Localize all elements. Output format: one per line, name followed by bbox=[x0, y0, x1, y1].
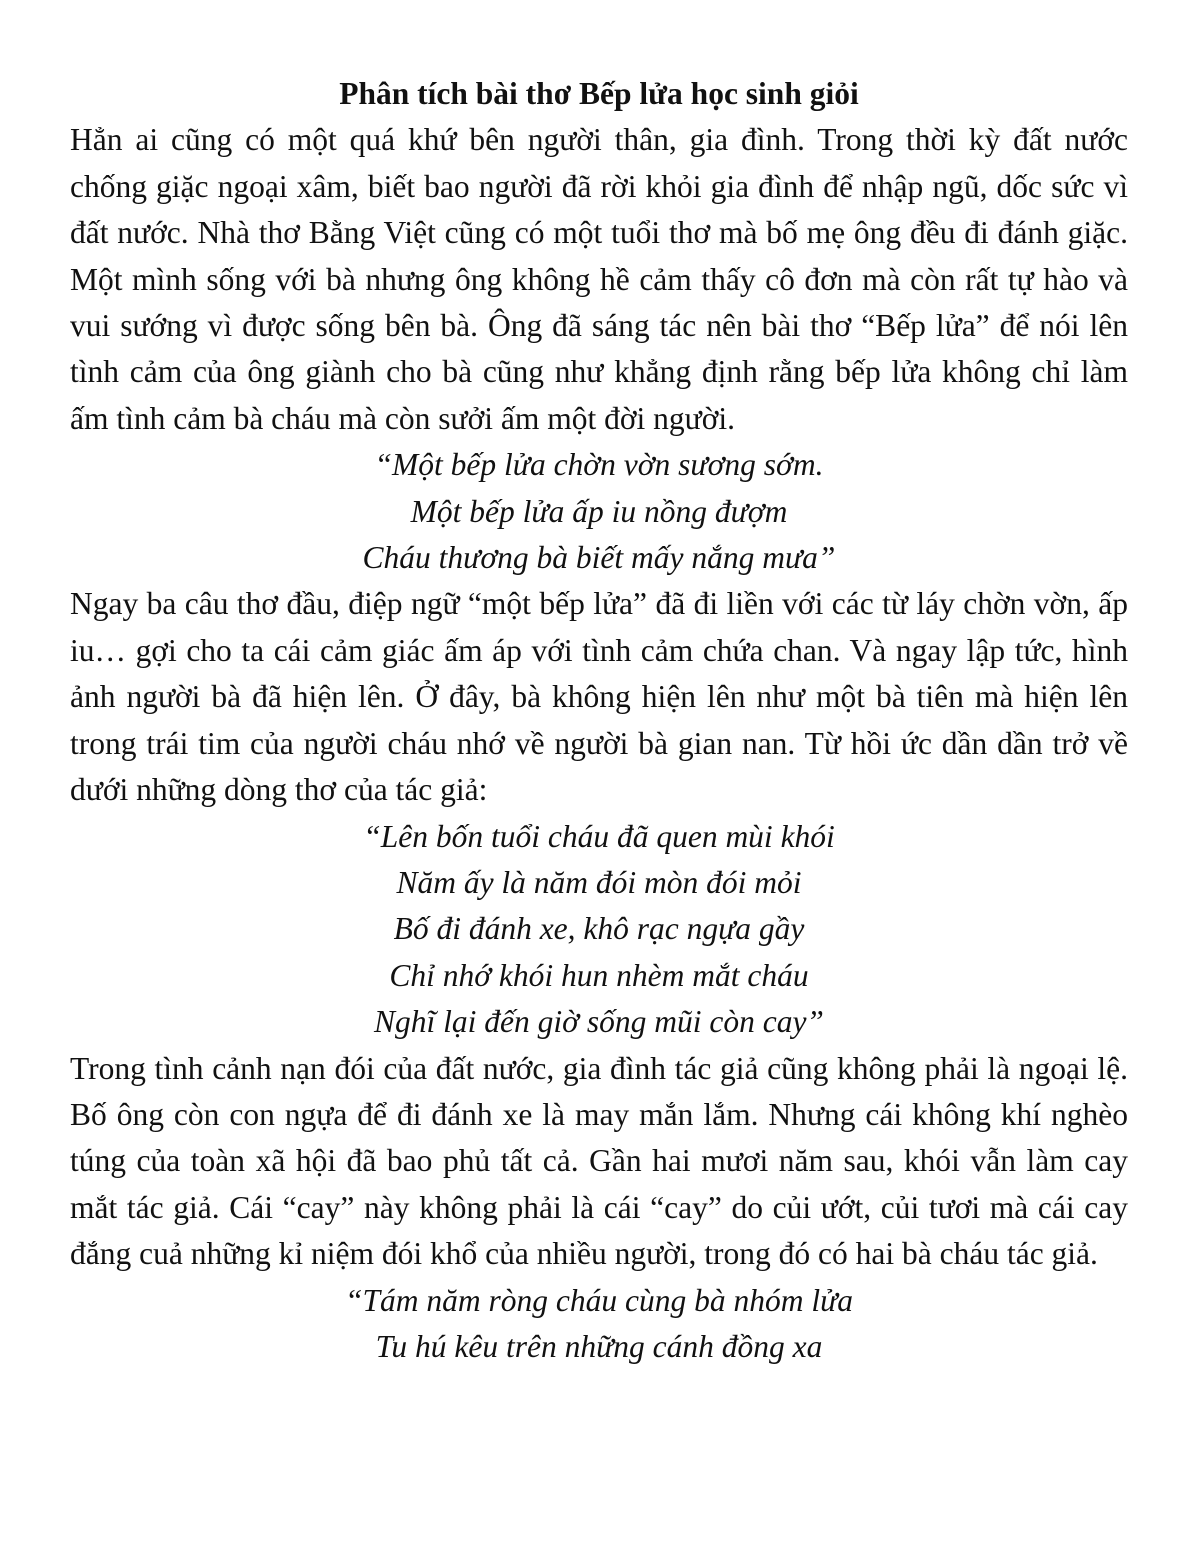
poem-excerpt-3 bbox=[70, 1278, 1128, 1371]
analysis-paragraph-1: Ngay ba câu thơ đầu, điệp ngữ “một bếp lửa” đã đi liền với các từ láy chờn vờn, ấp iu… gợi cho ta cái cảm giác ấm áp với tình cảm chứa chan. Và ngay lập tức, hình ảnh người bà đã hiện lên. Ở đây, bà không hiện lên như một bà tiên mà hiện lên trong trái tim của người cháu nhớ về người bà gian nan. Từ hồi ức dần dần trở về dưới những dòng thơ của tác giả: bbox=[70, 586, 1128, 808]
poem-excerpt-1 bbox=[70, 442, 1128, 581]
poem-line: Cháu thương bà biết mấy nắng mưa” bbox=[362, 540, 836, 576]
poem-line: Một bếp lửa ấp iu nồng đượm bbox=[410, 493, 788, 529]
document-page bbox=[70, 71, 1128, 1370]
intro-paragraph: Hẳn ai cũng có một quá khứ bên người thân, gia đình. Trong thời kỳ đất nước chống giặc ngoại xâm, biết bao người đã rời khỏi gia đình để nhập ngũ, dốc sức vì đất nước. Nhà thơ Bằng Việt cũng có một tuổi thơ mà bố mẹ ông đều đi đánh giặc. Một mình sống với bà nhưng ông không hề cảm thấy cô đơn mà còn rất tự hào và vui sướng vì được sống bên bà. Ông đã sáng tác nên bài thơ “Bếp lửa” để nói lên tình cảm của ông giành cho bà cũng như khẳng định rằng bếp lửa không chỉ làm ấm tình cảm bà cháu mà còn sưởi ấm một đời người. bbox=[70, 122, 1128, 436]
poem-line: Chỉ nhớ khói hun nhèm mắt cháu bbox=[389, 957, 809, 993]
poem-excerpt-2 bbox=[70, 814, 1128, 1046]
poem-line: Nghĩ lại đến giờ sống mũi còn cay” bbox=[374, 1004, 824, 1040]
poem-line: “Tám năm ròng cháu cùng bà nhóm lửa bbox=[344, 1282, 854, 1318]
poem-line: Bố đi đánh xe, khô rạc ngựa gầy bbox=[393, 911, 805, 947]
poem-line: Năm ấy là năm đói mòn đói mỏi bbox=[396, 864, 802, 900]
poem-line: Tu hú kêu trên những cánh đồng xa bbox=[375, 1328, 823, 1364]
poem-line: “Một bếp lửa chờn vờn sương sớm. bbox=[374, 447, 824, 483]
document-title: Phân tích bài thơ Bếp lửa học sinh giỏi bbox=[339, 76, 859, 111]
analysis-paragraph-2: Trong tình cảnh nạn đói của đất nước, gia đình tác giả cũng không phải là ngoại lệ. Bố ông còn con ngựa để đi đánh xe là may mắn lắm. Nhưng cái không khí nghèo túng của toàn xã hội đã bao phủ tất cả. Gần hai mươi năm sau, khói vẫn làm cay mắt tác giả. Cái “cay” này không phải là cái “cay” do củi ướt, củi tươi mà cái cay đắng cuả những kỉ niệm đói khổ của nhiều người, trong đó có hai bà cháu tác giả. bbox=[70, 1050, 1128, 1272]
poem-line: “Lên bốn tuổi cháu đã quen mùi khói bbox=[363, 818, 835, 854]
